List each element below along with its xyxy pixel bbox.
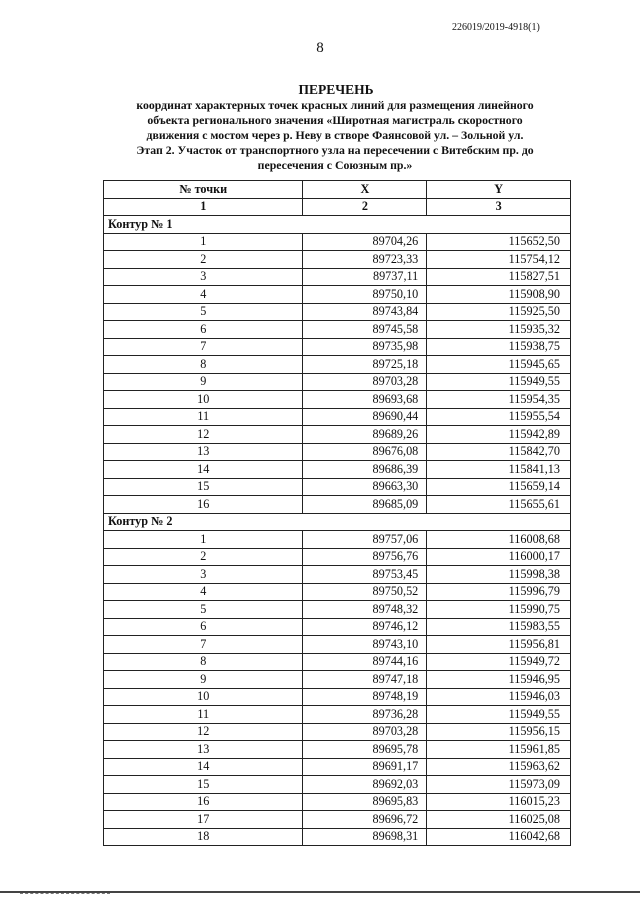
y-coordinate-cell: 115996,79 xyxy=(427,583,571,601)
point-number-cell: 13 xyxy=(104,443,303,461)
point-number-cell: 10 xyxy=(104,391,303,409)
table-row xyxy=(104,653,571,671)
point-number-cell: 8 xyxy=(104,356,303,374)
subtitle-line: объекта регионального значения «Широтная магистраль скоростного xyxy=(147,112,523,127)
x-coordinate-cell: 89745,58 xyxy=(303,321,427,339)
point-number-cell: 3 xyxy=(104,566,303,584)
subtitle-line: пересечения с Союзным пр.» xyxy=(257,157,413,172)
x-coordinate-cell: 89753,45 xyxy=(303,566,427,584)
table-row xyxy=(104,601,571,619)
x-coordinate-cell: 89663,30 xyxy=(303,478,427,496)
table-row xyxy=(104,268,571,286)
contour-heading-row xyxy=(104,216,571,234)
table-row xyxy=(104,443,571,461)
y-coordinate-cell: 115956,15 xyxy=(427,723,571,741)
table-row xyxy=(104,548,571,566)
contour-label: Контур № 1 xyxy=(104,216,571,234)
x-coordinate-cell: 89744,16 xyxy=(303,653,427,671)
document-id: 226019/2019-4918(1) xyxy=(452,22,540,33)
header-x: X xyxy=(303,181,427,199)
y-coordinate-cell: 115942,89 xyxy=(427,426,571,444)
x-coordinate-cell: 89743,84 xyxy=(303,303,427,321)
subtitle-line: Этап 2. Участок от транспортного узла на пересечении с Витебским пр. до xyxy=(136,142,534,157)
table-row xyxy=(104,461,571,479)
point-number-cell: 6 xyxy=(104,618,303,636)
table-row xyxy=(104,741,571,759)
table-row xyxy=(104,496,571,514)
x-coordinate-cell: 89737,11 xyxy=(303,268,427,286)
x-coordinate-cell: 89703,28 xyxy=(303,373,427,391)
x-coordinate-cell: 89735,98 xyxy=(303,338,427,356)
y-coordinate-cell: 115998,38 xyxy=(427,566,571,584)
x-coordinate-cell: 89696,72 xyxy=(303,811,427,829)
coordinates-table-body xyxy=(104,181,571,846)
table-row xyxy=(104,671,571,689)
y-coordinate-cell: 116042,68 xyxy=(427,828,571,846)
x-coordinate-cell: 89750,10 xyxy=(303,286,427,304)
point-number-cell: 3 xyxy=(104,268,303,286)
x-coordinate-cell: 89689,26 xyxy=(303,426,427,444)
y-coordinate-cell: 115949,55 xyxy=(427,706,571,724)
y-coordinate-cell: 115659,14 xyxy=(427,478,571,496)
table-row xyxy=(104,706,571,724)
table-row xyxy=(104,793,571,811)
header-y: Y xyxy=(427,181,571,199)
x-coordinate-cell: 89685,09 xyxy=(303,496,427,514)
point-number-cell: 6 xyxy=(104,321,303,339)
y-coordinate-cell: 115956,81 xyxy=(427,636,571,654)
y-coordinate-cell: 115754,12 xyxy=(427,251,571,269)
point-number-cell: 11 xyxy=(104,706,303,724)
table-row xyxy=(104,286,571,304)
x-coordinate-cell: 89756,76 xyxy=(303,548,427,566)
y-coordinate-cell: 115946,95 xyxy=(427,671,571,689)
x-coordinate-cell: 89750,52 xyxy=(303,583,427,601)
y-coordinate-cell: 115973,09 xyxy=(427,776,571,794)
contour-label: Контур № 2 xyxy=(104,513,571,531)
column-number-2: 2 xyxy=(303,198,427,216)
table-row xyxy=(104,303,571,321)
point-number-cell: 7 xyxy=(104,636,303,654)
y-coordinate-cell: 115961,85 xyxy=(427,741,571,759)
y-coordinate-cell: 115827,51 xyxy=(427,268,571,286)
point-number-cell: 17 xyxy=(104,811,303,829)
point-number-cell: 13 xyxy=(104,741,303,759)
y-coordinate-cell: 116015,23 xyxy=(427,793,571,811)
x-coordinate-cell: 89693,68 xyxy=(303,391,427,409)
point-number-cell: 5 xyxy=(104,303,303,321)
x-coordinate-cell: 89704,26 xyxy=(303,233,427,251)
point-number-cell: 18 xyxy=(104,828,303,846)
x-coordinate-cell: 89692,03 xyxy=(303,776,427,794)
point-number-cell: 5 xyxy=(104,601,303,619)
y-coordinate-cell: 115655,61 xyxy=(427,496,571,514)
table-row xyxy=(104,566,571,584)
column-number-3: 3 xyxy=(427,198,571,216)
y-coordinate-cell: 116000,17 xyxy=(427,548,571,566)
header-point-number: № точки xyxy=(104,181,303,199)
point-number-cell: 16 xyxy=(104,496,303,514)
y-coordinate-cell: 115945,65 xyxy=(427,356,571,374)
x-coordinate-cell: 89748,32 xyxy=(303,601,427,619)
x-coordinate-cell: 89757,06 xyxy=(303,531,427,549)
y-coordinate-cell: 115925,50 xyxy=(427,303,571,321)
point-number-cell: 15 xyxy=(104,776,303,794)
table-row xyxy=(104,776,571,794)
y-coordinate-cell: 115955,54 xyxy=(427,408,571,426)
point-number-cell: 15 xyxy=(104,478,303,496)
table-row xyxy=(104,373,571,391)
x-coordinate-cell: 89703,28 xyxy=(303,723,427,741)
table-row xyxy=(104,321,571,339)
y-coordinate-cell: 116008,68 xyxy=(427,531,571,549)
document-title: ПЕРЕЧЕНЬ xyxy=(298,82,374,97)
x-coordinate-cell: 89676,08 xyxy=(303,443,427,461)
table-row xyxy=(104,251,571,269)
point-number-cell: 1 xyxy=(104,531,303,549)
point-number-cell: 12 xyxy=(104,723,303,741)
x-coordinate-cell: 89691,17 xyxy=(303,758,427,776)
page-number: 8 xyxy=(316,40,324,56)
table-row xyxy=(104,531,571,549)
y-coordinate-cell: 115908,90 xyxy=(427,286,571,304)
contour-heading-row xyxy=(104,513,571,531)
x-coordinate-cell: 89748,19 xyxy=(303,688,427,706)
y-coordinate-cell: 115935,32 xyxy=(427,321,571,339)
point-number-cell: 11 xyxy=(104,408,303,426)
x-coordinate-cell: 89736,28 xyxy=(303,706,427,724)
point-number-cell: 12 xyxy=(104,426,303,444)
point-number-cell: 4 xyxy=(104,286,303,304)
y-coordinate-cell: 115938,75 xyxy=(427,338,571,356)
table-row xyxy=(104,426,571,444)
x-coordinate-cell: 89746,12 xyxy=(303,618,427,636)
subtitle-line: координат характерных точек красных линий для размещения линейного xyxy=(136,98,534,112)
table-row xyxy=(104,233,571,251)
y-coordinate-cell: 115946,03 xyxy=(427,688,571,706)
table-row xyxy=(104,618,571,636)
y-coordinate-cell: 115949,72 xyxy=(427,653,571,671)
y-coordinate-cell: 115990,75 xyxy=(427,601,571,619)
y-coordinate-cell: 115954,35 xyxy=(427,391,571,409)
point-number-cell: 16 xyxy=(104,793,303,811)
table-row xyxy=(104,758,571,776)
table-row xyxy=(104,723,571,741)
table-row xyxy=(104,338,571,356)
table-row xyxy=(104,688,571,706)
footer-dash-line xyxy=(20,893,110,894)
y-coordinate-cell: 115949,55 xyxy=(427,373,571,391)
document-subtitle xyxy=(100,98,570,173)
x-coordinate-cell: 89686,39 xyxy=(303,461,427,479)
x-coordinate-cell: 89725,18 xyxy=(303,356,427,374)
table-row xyxy=(104,356,571,374)
x-coordinate-cell: 89695,78 xyxy=(303,741,427,759)
x-coordinate-cell: 89747,18 xyxy=(303,671,427,689)
point-number-cell: 14 xyxy=(104,758,303,776)
point-number-cell: 7 xyxy=(104,338,303,356)
x-coordinate-cell: 89723,33 xyxy=(303,251,427,269)
table-header-row xyxy=(104,181,571,199)
table-row xyxy=(104,408,571,426)
x-coordinate-cell: 89690,44 xyxy=(303,408,427,426)
point-number-cell: 9 xyxy=(104,373,303,391)
x-coordinate-cell: 89698,31 xyxy=(303,828,427,846)
point-number-cell: 2 xyxy=(104,251,303,269)
y-coordinate-cell: 115842,70 xyxy=(427,443,571,461)
point-number-cell: 14 xyxy=(104,461,303,479)
coordinates-table xyxy=(103,180,571,846)
point-number-cell: 10 xyxy=(104,688,303,706)
y-coordinate-cell: 115983,55 xyxy=(427,618,571,636)
table-column-number-row xyxy=(104,198,571,216)
y-coordinate-cell: 115841,13 xyxy=(427,461,571,479)
y-coordinate-cell: 116025,08 xyxy=(427,811,571,829)
y-coordinate-cell: 115963,62 xyxy=(427,758,571,776)
table-row xyxy=(104,811,571,829)
subtitle-line: движения с мостом через р. Неву в створе Фаянсовой ул. – Зольной ул. xyxy=(146,127,524,142)
x-coordinate-cell: 89743,10 xyxy=(303,636,427,654)
x-coordinate-cell: 89695,83 xyxy=(303,793,427,811)
point-number-cell: 2 xyxy=(104,548,303,566)
table-row xyxy=(104,478,571,496)
point-number-cell: 1 xyxy=(104,233,303,251)
table-row xyxy=(104,391,571,409)
point-number-cell: 4 xyxy=(104,583,303,601)
point-number-cell: 8 xyxy=(104,653,303,671)
table-row xyxy=(104,636,571,654)
table-row xyxy=(104,828,571,846)
column-number-1: 1 xyxy=(104,198,303,216)
point-number-cell: 9 xyxy=(104,671,303,689)
table-row xyxy=(104,583,571,601)
y-coordinate-cell: 115652,50 xyxy=(427,233,571,251)
